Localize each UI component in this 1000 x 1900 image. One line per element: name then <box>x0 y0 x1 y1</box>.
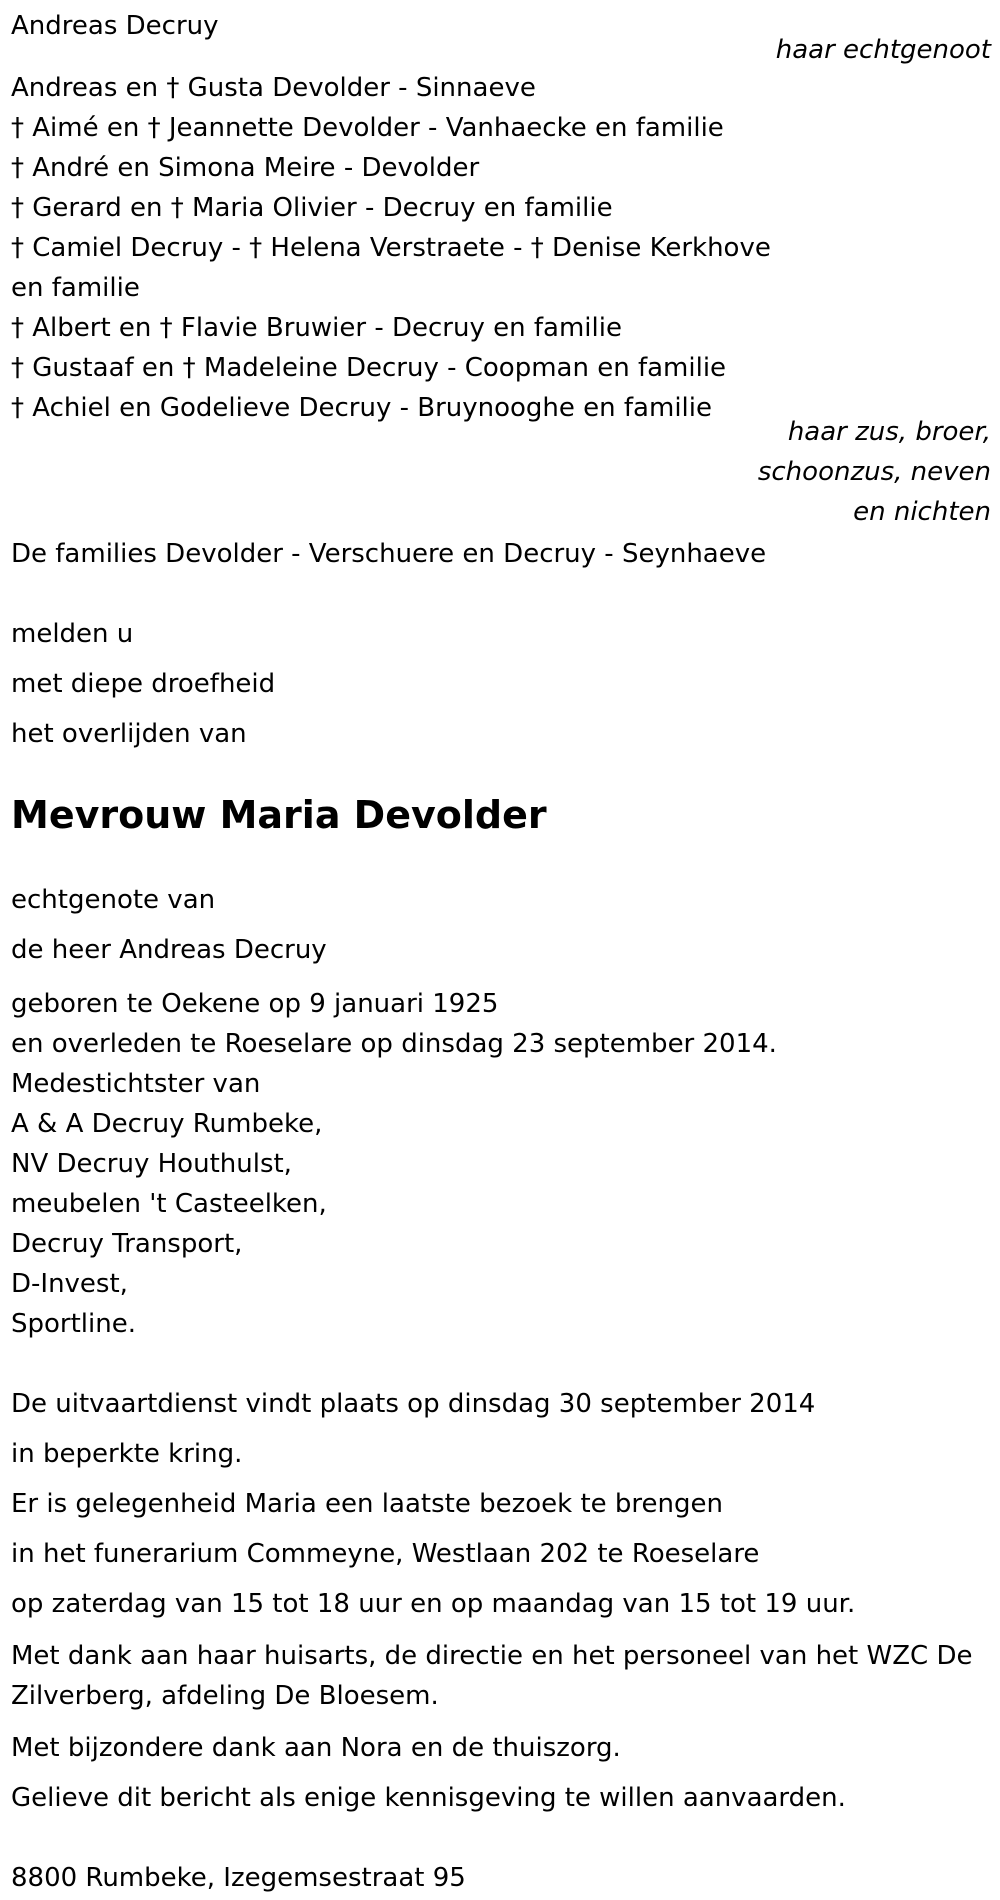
announcement <box>11 614 275 764</box>
family-list <box>11 68 771 428</box>
spouse-role: haar echtgenoot <box>775 35 991 65</box>
thanks-special: Met bijzondere dank aan Nora en de thuiszorg. <box>11 1733 621 1763</box>
bio-block <box>11 984 777 1344</box>
funeral-line: op zaterdag van 15 tot 18 uur en op maandag van 15 tot 19 uur. <box>11 1589 856 1619</box>
bio-line: NV Decruy Houthulst, <box>11 1149 292 1179</box>
announce-line: melden u <box>11 619 134 649</box>
thanks-line: Zilverberg, afdeling De Bloesem. <box>11 1681 439 1711</box>
funeral-line: Er is gelegenheid Maria een laatste bezoek te brengen <box>11 1489 723 1519</box>
bio-line: Medestichtster van <box>11 1069 261 1099</box>
address: 8800 Rumbeke, Izegemsestraat 95 <box>11 1863 466 1893</box>
families-line: De families Devolder - Verschuere en Decruy - Seynhaeve <box>11 539 767 569</box>
spouse-block <box>11 880 327 980</box>
thanks-line: Met dank aan haar huisarts, de directie en het personeel van het WZC De <box>11 1641 973 1671</box>
funeral-line: in beperkte kring. <box>11 1439 243 1469</box>
family-line: † Aimé en † Jeannette Devolder - Vanhaecke en familie <box>11 113 724 143</box>
family-role-line: en nichten <box>853 497 991 527</box>
spouse-line: de heer Andreas Decruy <box>11 935 327 965</box>
spouse-name: Andreas Decruy <box>11 11 219 41</box>
family-line: en familie <box>11 273 140 303</box>
spouse-line: echtgenote van <box>11 885 216 915</box>
notice-line: Gelieve dit bericht als enige kennisgeving te willen aanvaarden. <box>11 1783 846 1813</box>
family-role <box>758 412 991 532</box>
bio-line: Decruy Transport, <box>11 1229 243 1259</box>
bio-line: geboren te Oekene op 9 januari 1925 <box>11 989 499 1019</box>
family-line: † Albert en † Flavie Bruwier - Decruy en familie <box>11 313 622 343</box>
funeral-block <box>11 1384 855 1634</box>
bio-line: en overleden te Roeselare op dinsdag 23 september 2014. <box>11 1029 777 1059</box>
funeral-line: De uitvaartdienst vindt plaats op dinsdag 30 september 2014 <box>11 1389 816 1419</box>
bio-line: D-Invest, <box>11 1269 128 1299</box>
family-line: † Achiel en Godelieve Decruy - Bruynooghe en familie <box>11 393 712 423</box>
deceased-name: Mevrouw Maria Devolder <box>11 793 547 837</box>
bio-line: Sportline. <box>11 1309 136 1339</box>
bio-line: meubelen 't Casteelken, <box>11 1189 327 1219</box>
family-line: † Gustaaf en † Madeleine Decruy - Coopman en familie <box>11 353 727 383</box>
family-line: † André en Simona Meire - Devolder <box>11 153 480 183</box>
bio-line: A & A Decruy Rumbeke, <box>11 1109 323 1139</box>
family-line: † Camiel Decruy - † Helena Verstraete - † Denise Kerkhove <box>11 233 771 263</box>
announce-line: met diepe droefheid <box>11 669 276 699</box>
family-role-line: haar zus, broer, <box>787 417 991 447</box>
funeral-line: in het funerarium Commeyne, Westlaan 202 te Roeselare <box>11 1539 760 1569</box>
family-role-line: schoonzus, neven <box>757 457 991 487</box>
thanks-block <box>11 1636 972 1716</box>
announce-line: het overlijden van <box>11 719 247 749</box>
family-line: Andreas en † Gusta Devolder - Sinnaeve <box>11 73 536 103</box>
family-line: † Gerard en † Maria Olivier - Decruy en familie <box>11 193 613 223</box>
